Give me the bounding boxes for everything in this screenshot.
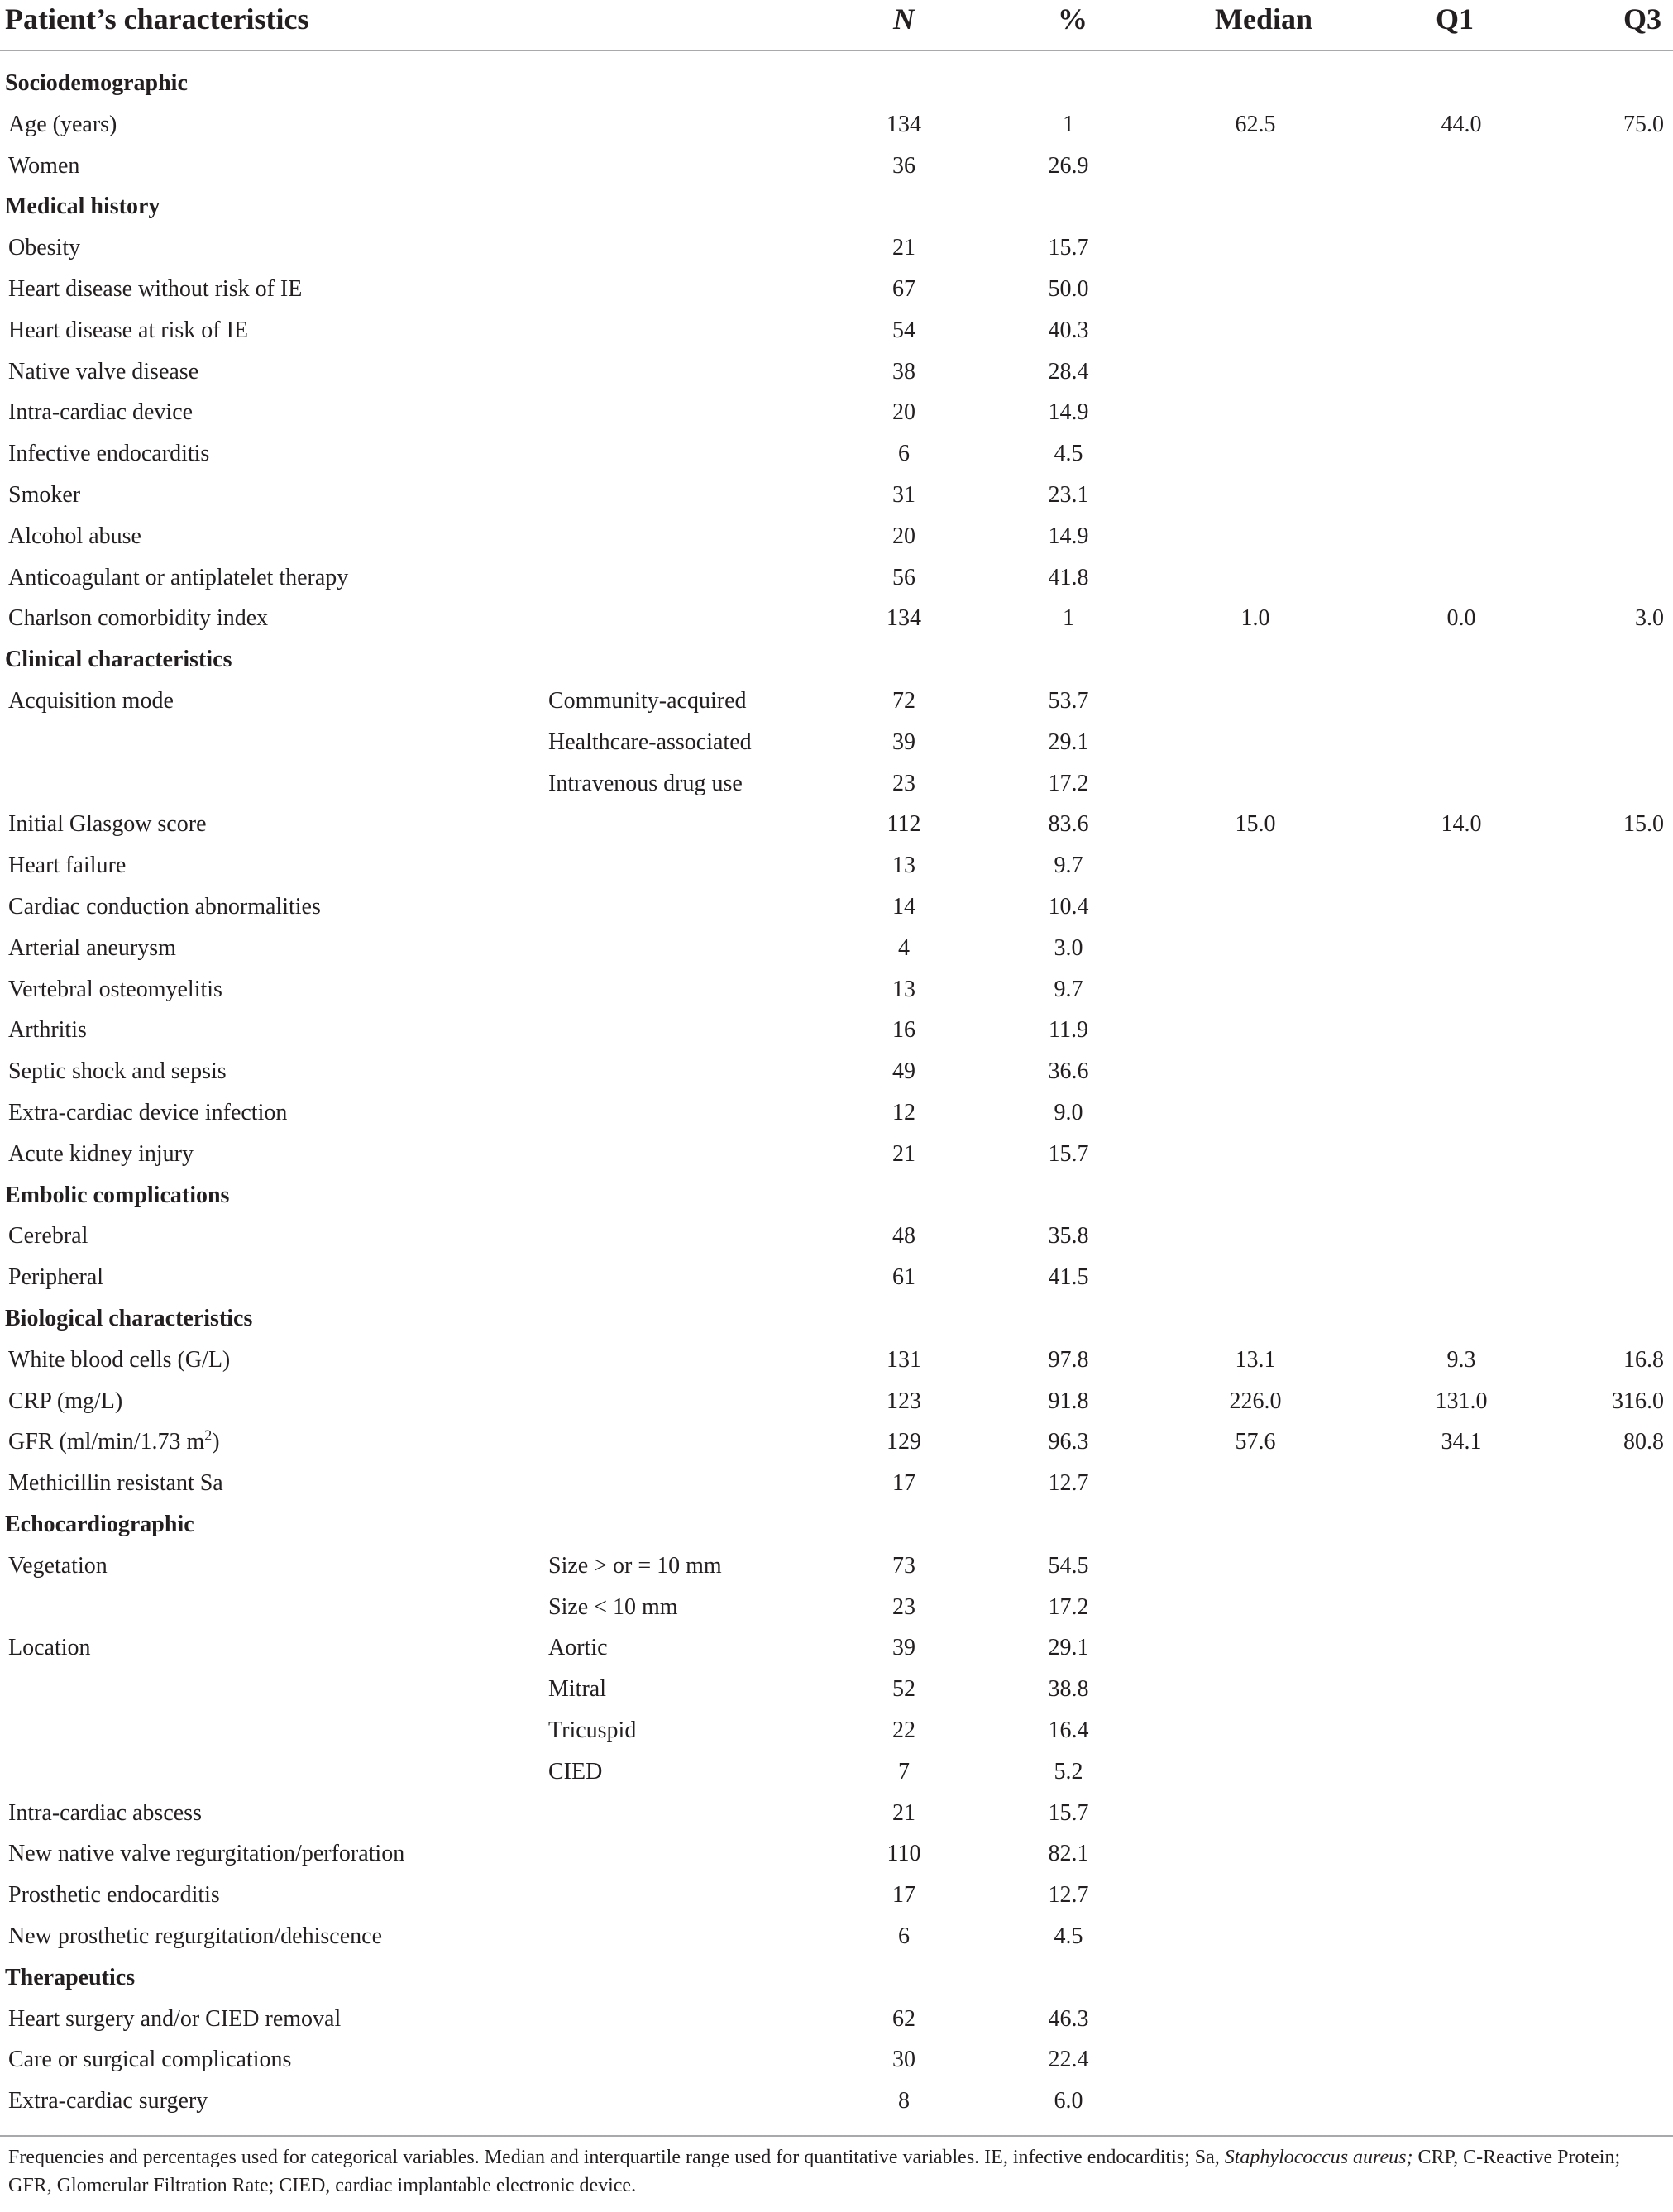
cell-q1: 131.0 — [1435, 1388, 1488, 1414]
row-label: Obesity — [8, 235, 81, 261]
row-label: Heart failure — [8, 853, 127, 879]
row-label: Smoker — [8, 482, 81, 508]
row-label: Cardiac conduction abnormalities — [8, 894, 321, 920]
table-row — [0, 682, 1673, 724]
cell-percent: 14.9 — [1048, 523, 1089, 549]
table-row — [0, 1753, 1673, 1794]
header-median: Median — [1215, 2, 1313, 36]
table-row — [0, 2000, 1673, 2042]
row-label: Extra-cardiac device infection — [8, 1100, 288, 1125]
row-label-tail: ) — [212, 1429, 220, 1455]
row-label: Age (years) — [8, 111, 117, 137]
cell-percent: 17.2 — [1048, 1593, 1089, 1620]
cell-percent: 14.9 — [1048, 399, 1089, 426]
cell-q1: 44.0 — [1441, 111, 1482, 137]
section-heading: Echocardiographic — [5, 1512, 194, 1537]
row-subcategory: Size > or = 10 mm — [548, 1552, 722, 1579]
cell-percent: 5.2 — [1054, 1758, 1083, 1784]
row-label: New native valve regurgitation/perforation — [8, 1841, 405, 1867]
cell-median: 15.0 — [1235, 811, 1276, 838]
cell-n: 61 — [892, 1264, 915, 1291]
cell-n: 54 — [892, 317, 915, 343]
row-subcategory: Community-acquired — [548, 688, 747, 714]
cell-q1: 0.0 — [1446, 605, 1476, 632]
cell-n: 31 — [892, 482, 915, 508]
cell-n: 73 — [892, 1552, 915, 1579]
cell-n: 23 — [892, 1593, 915, 1620]
table-row — [0, 1918, 1673, 1959]
cell-n: 20 — [892, 523, 915, 549]
cell-n: 131 — [887, 1346, 921, 1373]
cell-median: 62.5 — [1235, 111, 1276, 137]
cell-percent: 9.7 — [1054, 976, 1083, 1002]
cell-percent: 83.6 — [1048, 811, 1089, 838]
table-row — [0, 765, 1673, 806]
cell-percent: 54.5 — [1048, 1552, 1089, 1579]
section-row — [0, 1506, 1673, 1547]
table-row — [0, 435, 1673, 476]
row-label: Infective endocarditis — [8, 441, 210, 467]
row-label: Heart disease without risk of IE — [8, 276, 303, 302]
cell-q3: 16.8 — [1623, 1346, 1664, 1373]
cell-n: 52 — [892, 1676, 915, 1703]
row-label: Alcohol abuse — [8, 523, 141, 549]
cell-q1: 14.0 — [1441, 811, 1482, 838]
section-row — [0, 64, 1673, 106]
section-row — [0, 1177, 1673, 1218]
cell-n: 23 — [892, 770, 915, 796]
row-label: Location — [8, 1635, 91, 1661]
cell-percent: 4.5 — [1054, 1923, 1083, 1949]
cell-q1: 9.3 — [1446, 1346, 1476, 1373]
cell-percent: 35.8 — [1048, 1223, 1089, 1249]
row-subcategory: Size < 10 mm — [548, 1593, 678, 1620]
header-q3: Q3 — [1623, 2, 1662, 36]
cell-percent: 41.5 — [1048, 1264, 1089, 1291]
row-subcategory: Mitral — [548, 1676, 606, 1703]
cell-percent: 1 — [1063, 605, 1074, 632]
cell-percent: 9.0 — [1054, 1100, 1083, 1125]
table-row — [0, 1712, 1673, 1753]
cell-percent: 82.1 — [1048, 1841, 1089, 1867]
cell-percent: 23.1 — [1048, 482, 1089, 508]
cell-n: 21 — [892, 1799, 915, 1826]
cell-n: 36 — [892, 152, 915, 179]
row-label: Peripheral — [8, 1264, 104, 1291]
cell-n: 110 — [887, 1841, 921, 1867]
cell-n: 129 — [887, 1429, 921, 1455]
row-label: Arthritis — [8, 1017, 87, 1044]
row-label: Native valve disease — [8, 358, 199, 385]
cell-n: 134 — [887, 605, 921, 632]
table-row — [0, 518, 1673, 559]
row-label: Cerebral — [8, 1223, 88, 1249]
row-label: Septic shock and sepsis — [8, 1058, 227, 1085]
row-label: Women — [8, 152, 80, 179]
section-heading: Therapeutics — [5, 1964, 136, 1990]
row-label: Arterial aneurysm — [8, 934, 176, 961]
cell-percent: 36.6 — [1048, 1058, 1089, 1085]
cell-n: 39 — [892, 1635, 915, 1661]
header-characteristics: Patient’s characteristics — [5, 2, 309, 36]
section-row — [0, 1300, 1673, 1341]
table-row — [0, 1135, 1673, 1177]
row-label: Intra-cardiac abscess — [8, 1799, 202, 1826]
cell-percent: 41.8 — [1048, 564, 1089, 590]
cell-percent: 97.8 — [1048, 1346, 1089, 1373]
section-row — [0, 641, 1673, 682]
cell-percent: 50.0 — [1048, 276, 1089, 302]
cell-n: 62 — [892, 2005, 915, 2032]
footer-rule — [0, 2135, 1673, 2137]
table-row — [0, 1670, 1673, 1712]
cell-percent: 15.7 — [1048, 1140, 1089, 1167]
row-label: Acquisition mode — [8, 688, 174, 714]
cell-percent: 53.7 — [1048, 688, 1089, 714]
cell-percent: 26.9 — [1048, 152, 1089, 179]
table-header — [0, 0, 1673, 51]
cell-percent: 10.4 — [1048, 894, 1089, 920]
row-subcategory: Tricuspid — [548, 1718, 637, 1743]
cell-n: 56 — [892, 564, 915, 590]
cell-percent: 15.7 — [1048, 235, 1089, 261]
cell-percent: 28.4 — [1048, 358, 1089, 385]
footnote-text-1: Frequencies and percentages used for categorical variables. Median and interquartile range used for quantitative variables. IE, infective endocarditis; Sa, — [8, 2147, 1225, 2168]
cell-percent: 16.4 — [1048, 1718, 1089, 1743]
cell-median: 1.0 — [1240, 605, 1270, 632]
table-row — [0, 1094, 1673, 1135]
cell-percent: 12.7 — [1048, 1470, 1089, 1497]
row-label: Vegetation — [8, 1552, 108, 1579]
section-row — [0, 188, 1673, 229]
cell-n: 16 — [892, 1017, 915, 1044]
table-row — [0, 724, 1673, 765]
cell-q3: 15.0 — [1623, 811, 1664, 838]
table-row — [0, 1876, 1673, 1918]
cell-n: 38 — [892, 358, 915, 385]
section-heading: Medical history — [5, 193, 160, 220]
cell-q3: 3.0 — [1635, 605, 1664, 632]
row-label: Intra-cardiac device — [8, 399, 194, 426]
row-label: Anticoagulant or antiplatelet therapy — [8, 564, 349, 590]
cell-percent: 17.2 — [1048, 770, 1089, 796]
row-label: Methicillin resistant Sa — [8, 1470, 223, 1497]
table-row — [0, 559, 1673, 600]
cell-percent: 12.7 — [1048, 1882, 1089, 1909]
row-label: CRP (mg/L) — [8, 1388, 123, 1414]
cell-n: 4 — [898, 934, 910, 961]
header-rule — [0, 50, 1673, 51]
row-label: Care or surgical complications — [8, 2047, 292, 2073]
section-heading: Sociodemographic — [5, 70, 188, 96]
cell-n: 21 — [892, 235, 915, 261]
table-row — [0, 2082, 1673, 2124]
cell-percent: 9.7 — [1054, 853, 1083, 879]
table-row — [0, 888, 1673, 929]
table-row — [0, 1259, 1673, 1300]
row-label: White blood cells (G/L) — [8, 1346, 231, 1373]
row-label-text: GFR (ml/min/1.73 m — [8, 1429, 205, 1455]
cell-q1: 34.1 — [1441, 1429, 1482, 1455]
table-row — [0, 229, 1673, 270]
cell-median: 226.0 — [1229, 1388, 1282, 1414]
cell-percent: 38.8 — [1048, 1676, 1089, 1703]
header-n: N — [893, 2, 915, 36]
cell-percent: 3.0 — [1054, 934, 1083, 961]
row-label-superscript: 2 — [204, 1427, 213, 1445]
cell-n: 49 — [892, 1058, 915, 1085]
cell-n: 13 — [892, 976, 915, 1002]
cell-n: 48 — [892, 1223, 915, 1249]
cell-n: 67 — [892, 276, 915, 302]
footnote-text-2: CRP, C-Reactive Protein; GFR, Glomerular Filtration Rate; CIED, cardiac implantable electronic device. — [8, 2147, 1621, 2196]
section-row — [0, 1959, 1673, 2000]
row-label: Charlson comorbidity index — [8, 605, 269, 632]
row-subcategory: Intravenous drug use — [548, 770, 743, 796]
cell-n: 134 — [887, 111, 921, 137]
section-heading: Clinical characteristics — [5, 647, 232, 673]
cell-n: 123 — [887, 1388, 921, 1414]
table-row — [0, 1547, 1673, 1589]
cell-median: 57.6 — [1235, 1429, 1276, 1455]
table-row — [0, 312, 1673, 353]
cell-n: 12 — [892, 1100, 915, 1125]
table-row — [0, 1794, 1673, 1836]
table-row — [0, 1423, 1673, 1464]
table-row — [0, 2041, 1673, 2082]
table-row — [0, 1629, 1673, 1670]
row-subcategory: Aortic — [548, 1635, 608, 1661]
row-label: Initial Glasgow score — [8, 811, 207, 838]
table-row — [0, 353, 1673, 394]
cell-percent: 40.3 — [1048, 317, 1089, 343]
cell-q3: 80.8 — [1623, 1429, 1664, 1455]
table-row — [0, 600, 1673, 641]
cell-n: 13 — [892, 853, 915, 879]
table-row — [0, 1383, 1673, 1424]
table-row — [0, 1217, 1673, 1259]
table-row — [0, 1589, 1673, 1630]
row-label — [8, 1428, 220, 1456]
cell-n: 30 — [892, 2047, 915, 2073]
row-label: Acute kidney injury — [8, 1140, 194, 1167]
cell-percent: 15.7 — [1048, 1799, 1089, 1826]
table-row — [0, 1835, 1673, 1876]
cell-percent: 1 — [1063, 111, 1074, 137]
cell-n: 17 — [892, 1882, 915, 1909]
table-row — [0, 1053, 1673, 1094]
table-row — [0, 1011, 1673, 1053]
cell-n: 20 — [892, 399, 915, 426]
cell-n: 6 — [898, 441, 910, 467]
table-row — [0, 476, 1673, 518]
section-heading: Embolic complications — [5, 1182, 230, 1208]
cell-n: 7 — [898, 1758, 910, 1784]
section-heading: Biological characteristics — [5, 1306, 253, 1331]
cell-n: 72 — [892, 688, 915, 714]
cell-percent: 96.3 — [1048, 1429, 1089, 1455]
cell-q3: 75.0 — [1623, 111, 1664, 137]
table-row — [0, 971, 1673, 1012]
row-label: Heart surgery and/or CIED removal — [8, 2005, 342, 2032]
header-pct: % — [1058, 2, 1087, 36]
cell-n: 21 — [892, 1140, 915, 1167]
header-q1: Q1 — [1436, 2, 1475, 36]
row-subcategory: CIED — [548, 1758, 603, 1784]
cell-n: 112 — [887, 811, 921, 838]
cell-percent: 29.1 — [1048, 1635, 1089, 1661]
row-label: Extra-cardiac surgery — [8, 2088, 208, 2114]
table-row — [0, 394, 1673, 435]
cell-percent: 4.5 — [1054, 441, 1083, 467]
cell-n: 22 — [892, 1718, 915, 1743]
cell-n: 6 — [898, 1923, 910, 1949]
cell-n: 17 — [892, 1470, 915, 1497]
cell-percent: 46.3 — [1048, 2005, 1089, 2032]
table-footnote — [8, 2143, 1654, 2200]
table-row — [0, 1341, 1673, 1383]
table-row — [0, 1464, 1673, 1506]
table-row — [0, 929, 1673, 971]
cell-median: 13.1 — [1235, 1346, 1276, 1373]
table-row — [0, 847, 1673, 888]
cell-n: 14 — [892, 894, 915, 920]
row-label: Vertebral osteomyelitis — [8, 976, 222, 1002]
table-row — [0, 147, 1673, 189]
cell-n: 8 — [898, 2088, 910, 2114]
row-label: Heart disease at risk of IE — [8, 317, 248, 343]
footnote-species: Staphylococcus aureus; — [1224, 2147, 1413, 2168]
cell-q3: 316.0 — [1612, 1388, 1664, 1414]
cell-percent: 29.1 — [1048, 729, 1089, 755]
table-row — [0, 805, 1673, 847]
table-row — [0, 106, 1673, 147]
table-row — [0, 270, 1673, 312]
cell-percent: 91.8 — [1048, 1388, 1089, 1414]
row-label: New prosthetic regurgitation/dehiscence — [8, 1923, 382, 1949]
cell-percent: 11.9 — [1049, 1017, 1088, 1044]
row-subcategory: Healthcare-associated — [548, 729, 752, 755]
cell-n: 39 — [892, 729, 915, 755]
row-label: Prosthetic endocarditis — [8, 1882, 220, 1909]
cell-percent: 22.4 — [1048, 2047, 1089, 2073]
cell-percent: 6.0 — [1054, 2088, 1083, 2114]
